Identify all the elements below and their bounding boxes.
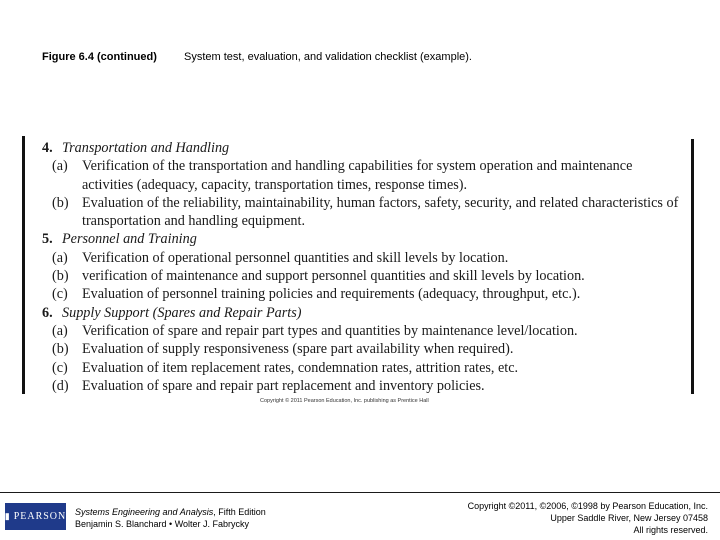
section-heading bbox=[42, 230, 682, 248]
publisher-address: Upper Saddle River, New Jersey 07458 bbox=[550, 513, 708, 523]
item-text: Evaluation of spare and repair part replacement and inventory policies. bbox=[82, 377, 485, 394]
logo-text: PEARSON bbox=[13, 511, 67, 522]
section-title: Transportation and Handling bbox=[62, 140, 230, 156]
right-border-bar bbox=[691, 139, 694, 394]
list-item bbox=[42, 377, 682, 395]
footer-divider bbox=[0, 492, 720, 493]
scan-copyright: Copyright © 2011 Pearson Education, Inc. publishing as Prentice Hall bbox=[260, 398, 429, 404]
item-text: Verification of operational personnel quantities and skill levels by location. bbox=[82, 249, 509, 266]
item-letter: (d) bbox=[52, 377, 69, 394]
item-text: Evaluation of personnel training policies and requirements (adequacy, throughput, etc.). bbox=[82, 286, 581, 303]
section-number: 6. bbox=[42, 304, 53, 321]
copyright-line: Copyright ©2011, ©2006, ©1998 by Pearson Education, Inc. bbox=[467, 501, 708, 511]
book-title: Systems Engineering and Analysis bbox=[75, 507, 214, 517]
section-title: Personnel and Training bbox=[62, 231, 197, 248]
book-info bbox=[75, 506, 266, 530]
item-text: Verification of spare and repair part types and quantities by maintenance level/location. bbox=[82, 322, 578, 339]
left-border-bar bbox=[22, 136, 25, 394]
list-item bbox=[42, 267, 682, 285]
book-title-line bbox=[75, 506, 266, 518]
figure-description: System test, evaluation, and validation checklist (example). bbox=[184, 51, 472, 63]
checklist-scan bbox=[22, 136, 700, 402]
list-item bbox=[42, 157, 682, 194]
section-heading bbox=[42, 139, 682, 157]
item-letter: (a) bbox=[52, 322, 68, 339]
item-letter: (b) bbox=[52, 341, 69, 358]
item-letter: (b) bbox=[52, 268, 69, 285]
item-letter: (a) bbox=[52, 249, 68, 266]
section-number: 4. bbox=[42, 140, 53, 156]
list-item bbox=[42, 322, 682, 340]
item-letter: (c) bbox=[52, 359, 68, 376]
item-text: Verification of the transportation and handling capabilities for system operation and maintenance activities (adequacy, capacity, transportation times, response times). bbox=[82, 158, 633, 193]
pearson-logo bbox=[5, 503, 66, 530]
pearson-logo-icon: ▮ bbox=[4, 511, 11, 521]
section-heading bbox=[42, 304, 682, 322]
list-item bbox=[42, 285, 682, 303]
item-letter: (b) bbox=[52, 194, 69, 211]
figure-caption bbox=[42, 51, 472, 63]
item-text: Evaluation of supply responsiveness (spare part availability when required). bbox=[82, 341, 514, 358]
book-edition: , Fifth Edition bbox=[213, 507, 266, 517]
item-text: Evaluation of the reliability, maintainability, human factors, safety, security, and related characteristics of transportation and handling equipment. bbox=[82, 194, 679, 230]
book-authors: Benjamin S. Blanchard • Wolter J. Fabrycky bbox=[75, 519, 250, 529]
rights-reserved: All rights reserved. bbox=[633, 525, 708, 535]
section-title: Supply Support (Spares and Repair Parts) bbox=[62, 304, 302, 321]
list-item bbox=[42, 340, 682, 358]
item-text: verification of maintenance and support personnel quantities and skill levels by location. bbox=[82, 268, 585, 285]
item-text: Evaluation of item replacement rates, condemnation rates, attrition rates, etc. bbox=[82, 359, 519, 376]
figure-label: Figure 6.4 (continued) bbox=[42, 51, 157, 63]
section-number: 5. bbox=[42, 231, 53, 248]
list-item bbox=[42, 194, 682, 231]
copyright-notice bbox=[418, 500, 708, 536]
item-letter: (a) bbox=[52, 158, 68, 175]
item-letter: (c) bbox=[52, 286, 68, 303]
list-item bbox=[42, 249, 682, 267]
checklist bbox=[42, 139, 682, 395]
list-item bbox=[42, 359, 682, 377]
